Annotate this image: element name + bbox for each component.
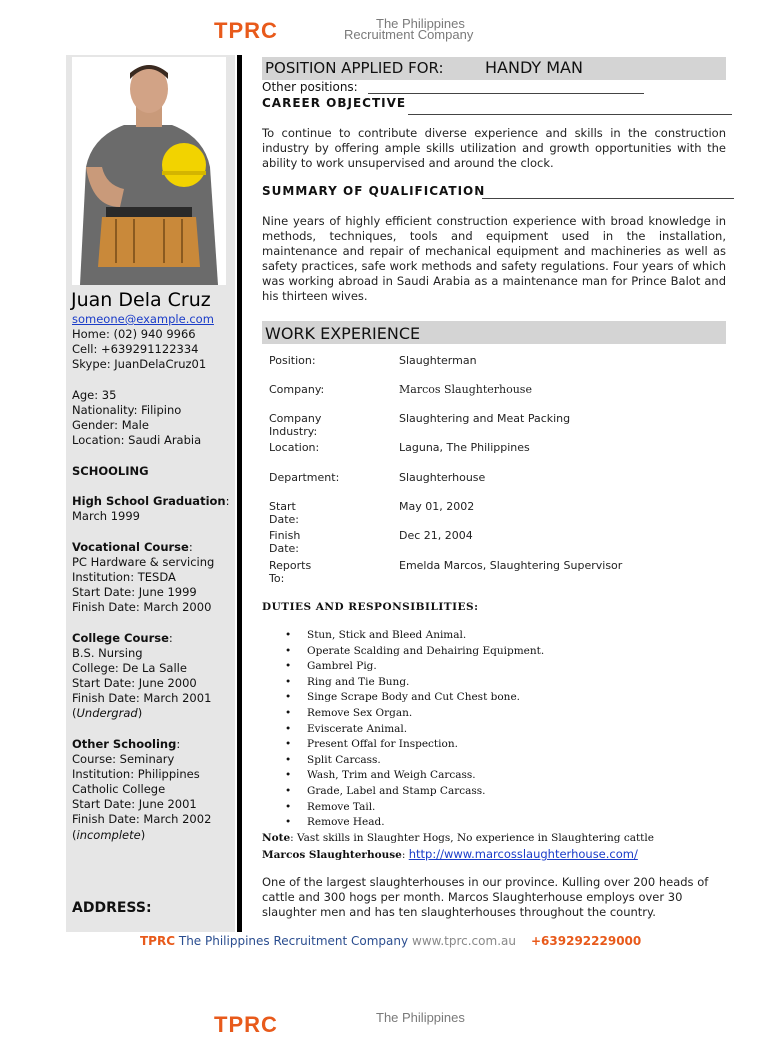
home-phone: Home: (02) 940 9966 xyxy=(72,327,196,342)
vocational-label: Vocational Course xyxy=(72,540,189,554)
list-item: • Wash, Trim and Weigh Carcass. xyxy=(285,768,544,784)
company-label: Marcos Slaughterhouse xyxy=(262,849,402,861)
other-positions-line xyxy=(368,93,644,94)
work-value: Dec 21, 2004 xyxy=(399,529,473,542)
work-value: Emelda Marcos, Slaughtering Supervisor xyxy=(399,559,623,572)
other-start: Start Date: June 2001 xyxy=(72,797,197,812)
vocational-institution: Institution: TESDA xyxy=(72,570,176,585)
list-item: • Operate Scalding and Dehairing Equipment. xyxy=(285,644,544,660)
position-label: POSITION APPLIED FOR: xyxy=(265,59,444,77)
other-course: Course: Seminary xyxy=(72,752,175,767)
list-item: • Remove Head. xyxy=(285,815,544,831)
location: Location: Saudi Arabia xyxy=(72,433,202,448)
work-label: Company Industry: xyxy=(269,412,322,438)
work-value: May 01, 2002 xyxy=(399,500,475,513)
work-value: Slaughtering and Meat Packing xyxy=(399,412,571,425)
list-item: • Gambrel Pig. xyxy=(285,659,544,675)
work-label: Company: xyxy=(269,383,325,396)
work-label: Finish Date: xyxy=(269,529,301,555)
other-schooling-label: Other Schooling xyxy=(72,737,177,751)
skype-id: Skype: JuanDelaCruz01 xyxy=(72,357,207,372)
personal-block xyxy=(72,388,237,448)
candidate-photo xyxy=(72,57,226,285)
work-label: Position: xyxy=(269,354,316,367)
logo-subtitle: The Philippines Recruitment Company xyxy=(344,16,474,42)
career-objective-text: To continue to contribute diverse experience and skills in the construction industry by offering ample skills utilization and growth opportunities with the ability to work unsupervised and around the clock. xyxy=(262,126,726,171)
list-item: • Stun, Stick and Bleed Animal. xyxy=(285,628,544,644)
list-item: • Present Offal for Inspection. xyxy=(285,737,544,753)
high-school-label: High School Graduation xyxy=(72,494,226,508)
list-item: • Grade, Label and Stamp Carcass. xyxy=(285,784,544,800)
nationality: Nationality: Filipino xyxy=(72,403,182,418)
college-finish: Finish Date: March 2001 xyxy=(72,691,212,706)
other-status: incomplete xyxy=(76,827,141,842)
work-label: Reports To: xyxy=(269,559,312,585)
college-status: Undergrad xyxy=(76,706,138,721)
company-line: Marcos Slaughterhouse: http://www.marcosslaughterhouse.com/ xyxy=(262,847,638,861)
vocational-finish: Finish Date: March 2000 xyxy=(72,600,212,615)
list-item: • Remove Tail. xyxy=(285,800,544,816)
college-start: Start Date: June 2000 xyxy=(72,676,197,691)
logo-subtitle: The Philippines xyxy=(376,1010,465,1025)
candidate-name: Juan Dela Cruz xyxy=(71,289,211,311)
company-url-link[interactable]: http://www.marcosslaughterhouse.com/ xyxy=(408,847,638,861)
work-value: Marcos Slaughterhouse xyxy=(399,383,532,396)
other-finish: Finish Date: March 2002 xyxy=(72,812,212,827)
duties-list xyxy=(285,628,544,831)
list-item: • Ring and Tie Bung. xyxy=(285,675,544,691)
duties-heading: DUTIES AND RESPONSIBILITIES: xyxy=(262,601,479,613)
list-item: • Singe Scrape Body and Cut Chest bone. xyxy=(285,690,544,706)
footer-phone: +639292229000 xyxy=(531,934,642,948)
logo-mark: TPRC xyxy=(214,1012,278,1037)
other-institution: Institution: Philippines xyxy=(72,767,200,782)
note-line xyxy=(262,832,654,844)
college-course: B.S. Nursing xyxy=(72,646,143,661)
summary-text: Nine years of highly efficient construction experience with broad knowledge in methods, techniques, tools and equipment used in the installation, maintenance and repair of mechanical equipment and machineries as well as safety practices, safe work methods and safety regulations. Four years of which was working abroad in Saudi Arabia as a maintenance man for Prince Balot and his thirteen wives. xyxy=(262,214,726,304)
gender: Gender: Male xyxy=(72,418,149,433)
footer-brand-rest: The Philippines Recruitment Company xyxy=(178,934,409,948)
high-school-date: March 1999 xyxy=(72,509,140,524)
high-school-block: High School Graduation: March 1999 xyxy=(72,494,237,524)
note-text: : Vast skills in Slaughter Hogs, No experience in Slaughtering cattle xyxy=(290,832,654,844)
company-description: One of the largest slaughterhouses in our province. Kulling over 200 heads of cattle and 300 hogs per month. Marcos Slaughterhouse employs over 30 slaughter men and has ten slaughterhouses throughout the country. xyxy=(262,875,709,920)
other-schooling-block: Other Schooling: Course: Seminary Institution: Philippines Catholic College Start Date: June 2001 Finish Date: March 2002 (incomplete) xyxy=(72,737,237,843)
college-label: College Course xyxy=(72,631,169,645)
career-objective-rule xyxy=(408,114,732,115)
career-objective-heading: CAREER OBJECTIVE xyxy=(262,96,407,110)
summary-rule xyxy=(482,198,734,199)
list-item: • Remove Sex Organ. xyxy=(285,706,544,722)
other-positions: Other positions: xyxy=(262,80,358,94)
footer-company xyxy=(140,934,408,948)
email-link[interactable]: someone@example.com xyxy=(72,312,214,326)
position-value: HANDY MAN xyxy=(485,58,583,77)
work-value: Laguna, The Philippines xyxy=(399,441,530,454)
schooling-heading: SCHOOLING xyxy=(72,464,149,478)
list-item: • Split Carcass. xyxy=(285,753,544,769)
college-block: College Course: B.S. Nursing College: De La Salle Start Date: June 2000 Finish Date: March 2001 (Undergrad) xyxy=(72,631,237,722)
note-label: Note xyxy=(262,832,291,844)
work-label: Department: xyxy=(269,471,340,484)
work-label: Location: xyxy=(269,441,320,454)
list-item: • Eviscerate Animal. xyxy=(285,722,544,738)
contact-block xyxy=(72,312,237,372)
work-label: Start Date: xyxy=(269,500,299,526)
footer-brand: TPRC xyxy=(140,934,176,948)
cell-phone: Cell: +639291122334 xyxy=(72,342,199,357)
work-value: Slaughterman xyxy=(399,354,477,367)
footer-website[interactable]: www.tprc.com.au xyxy=(412,934,516,948)
vocational-start: Start Date: June 1999 xyxy=(72,585,197,600)
college-institution: College: De La Salle xyxy=(72,661,187,676)
logo-mark: TPRC xyxy=(214,18,278,43)
work-experience-heading: WORK EXPERIENCE xyxy=(265,324,421,343)
vertical-divider xyxy=(237,55,242,932)
vocational-block: Vocational Course: PC Hardware & servicing Institution: TESDA Start Date: June 1999 Finish Date: March 2000 xyxy=(72,540,237,615)
age: Age: 35 xyxy=(72,388,117,402)
vocational-course: PC Hardware & servicing xyxy=(72,555,215,570)
address-heading: ADDRESS: xyxy=(72,900,152,916)
summary-heading: SUMMARY OF QUALIFICATION xyxy=(262,184,486,198)
work-value: Slaughterhouse xyxy=(399,471,486,484)
other-institution-cont: Catholic College xyxy=(72,782,166,797)
